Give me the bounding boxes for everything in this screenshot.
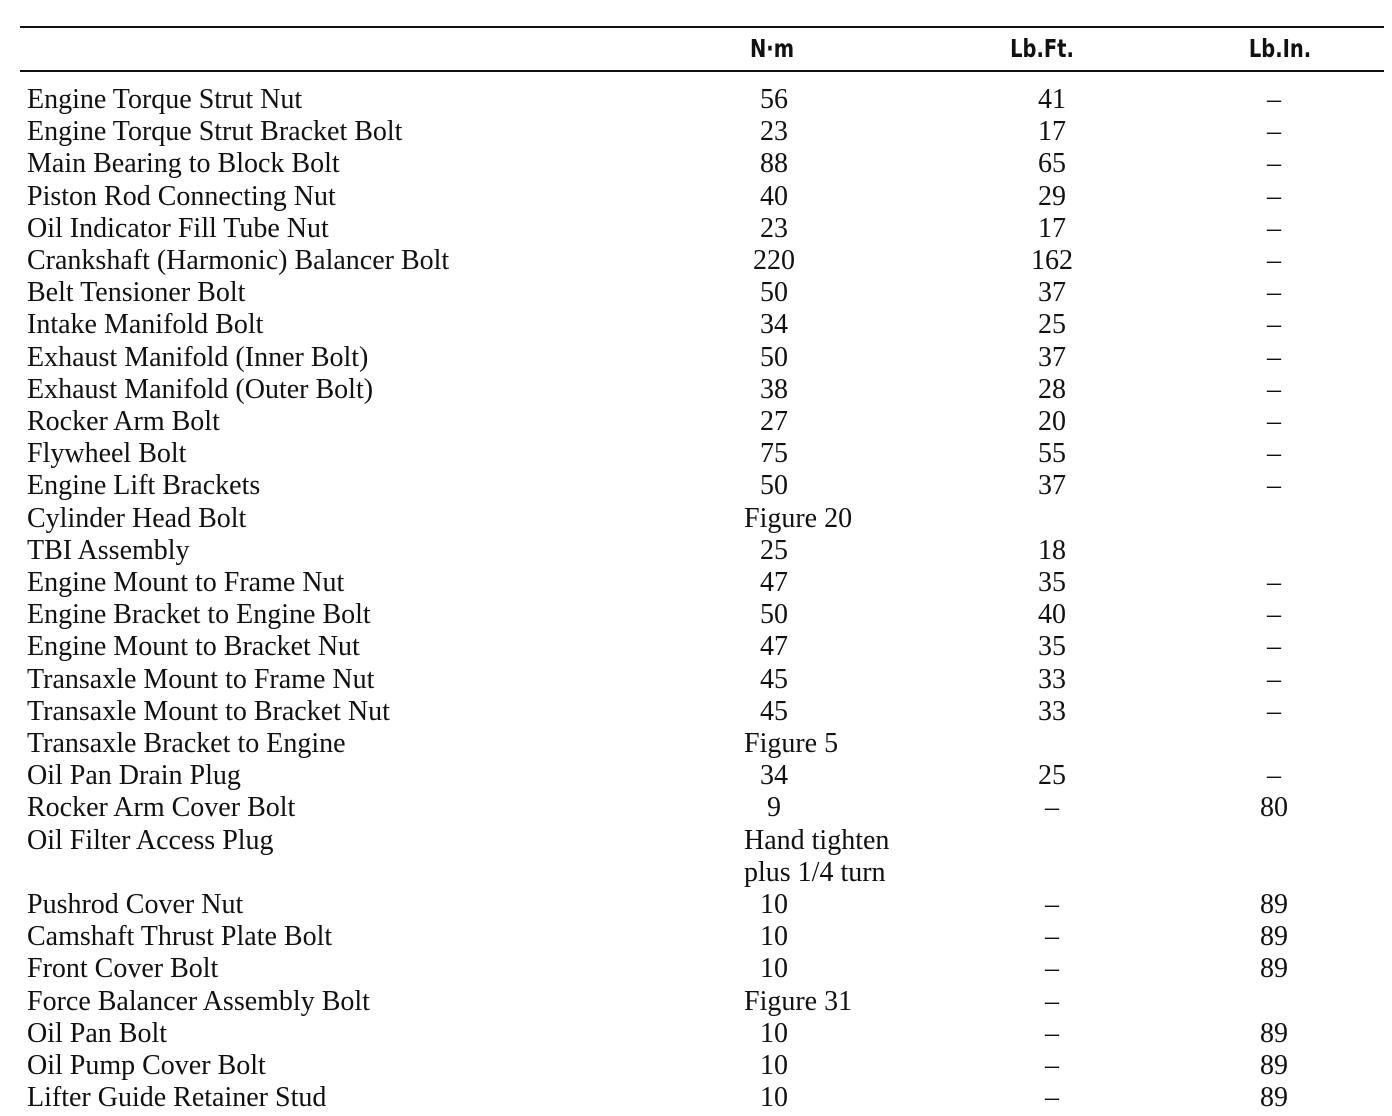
torque-nm-value: Hand tighten	[744, 824, 890, 856]
torque-nm-value: 10	[760, 1017, 788, 1049]
torque-lbft-value: 35	[1038, 631, 1066, 663]
torque-lbin-value: –	[1267, 245, 1281, 276]
fastener-name: Cylinder Head Bolt	[27, 502, 247, 534]
table-row	[0, 438, 1392, 470]
fastener-name: Exhaust Manifold (Inner Bolt)	[27, 341, 369, 373]
torque-lbin-value: 89	[1260, 1017, 1288, 1049]
torque-nm-value: 50	[760, 470, 788, 502]
table-row-continuation	[0, 857, 1392, 889]
table-row	[0, 696, 1392, 728]
torque-nm-value: 88	[760, 148, 788, 180]
torque-nm-value: 220	[753, 245, 795, 276]
fastener-name: Engine Bracket to Engine Bolt	[27, 599, 371, 631]
torque-nm-value: 10	[760, 1050, 788, 1081]
column-header-lbft: Lb.Ft.	[1010, 34, 1074, 63]
torque-lbft-value: –	[1045, 1050, 1059, 1081]
torque-lbin-value: 89	[1260, 1082, 1288, 1114]
table-row	[0, 664, 1392, 696]
fastener-name: Engine Mount to Bracket Nut	[27, 631, 360, 663]
table-row	[0, 825, 1392, 857]
torque-nm-note-continued: plus 1/4 turn	[744, 856, 886, 888]
torque-lbin-value: –	[1267, 373, 1281, 405]
table-row	[0, 1050, 1392, 1082]
fastener-name: Transaxle Mount to Bracket Nut	[27, 695, 390, 727]
fastener-name: Engine Torque Strut Bracket Bolt	[27, 116, 403, 148]
torque-nm-value: 27	[760, 406, 788, 437]
table-row	[0, 889, 1392, 921]
torque-nm-value: Figure 31	[744, 985, 853, 1017]
torque-lbin-value: –	[1267, 695, 1281, 727]
fastener-name: Oil Pan Bolt	[27, 1017, 168, 1049]
table-row	[0, 728, 1392, 760]
fastener-name: Force Balancer Assembly Bolt	[27, 985, 370, 1017]
torque-nm-value: 10	[760, 889, 788, 920]
fastener-name: Oil Filter Access Plug	[27, 824, 274, 856]
fastener-name: Front Cover Bolt	[27, 953, 219, 985]
table-row	[0, 309, 1392, 341]
torque-nm-value: 45	[760, 663, 788, 695]
torque-nm-value: 10	[760, 953, 788, 985]
torque-nm-value: Figure 20	[744, 502, 853, 534]
torque-lbin-value: 89	[1260, 953, 1288, 985]
fastener-name: Piston Rod Connecting Nut	[27, 180, 336, 212]
torque-lbft-value: –	[1045, 792, 1059, 824]
table-top-rule	[20, 26, 1384, 28]
torque-nm-value: 40	[760, 180, 788, 212]
torque-nm-value: 56	[760, 84, 788, 115]
torque-nm-value: 50	[760, 277, 788, 309]
torque-nm-value: 50	[760, 341, 788, 373]
torque-lbin-value: –	[1267, 84, 1281, 115]
torque-nm-value: 45	[760, 695, 788, 727]
torque-lbin-value: 80	[1260, 792, 1288, 824]
table-row	[0, 181, 1392, 213]
torque-lbft-value: 33	[1038, 663, 1066, 695]
table-row	[0, 148, 1392, 180]
torque-nm-value: 23	[760, 116, 788, 148]
fastener-name: TBI Assembly	[27, 534, 190, 566]
torque-lbin-value: 89	[1260, 889, 1288, 920]
table-row	[0, 792, 1392, 824]
table-row	[0, 84, 1392, 116]
table-row	[0, 953, 1392, 985]
table-row	[0, 1018, 1392, 1050]
fastener-name: Engine Lift Brackets	[27, 470, 261, 502]
torque-nm-value: 10	[760, 921, 788, 953]
torque-lbin-value: –	[1267, 631, 1281, 663]
torque-nm-value: 23	[760, 212, 788, 244]
torque-lbft-value: 33	[1038, 695, 1066, 727]
torque-lbft-value: 18	[1038, 534, 1066, 566]
torque-nm-value: 38	[760, 373, 788, 405]
table-row	[0, 567, 1392, 599]
fastener-name: Flywheel Bolt	[27, 438, 187, 470]
header-bottom-rule	[20, 70, 1384, 72]
fastener-name: Exhaust Manifold (Outer Bolt)	[27, 373, 374, 405]
fastener-name: Transaxle Bracket to Engine	[27, 728, 346, 759]
fastener-name: Oil Pan Drain Plug	[27, 760, 241, 792]
table-row	[0, 599, 1392, 631]
torque-nm-value: 50	[760, 599, 788, 631]
torque-lbin-value: –	[1267, 599, 1281, 631]
torque-lbin-value: –	[1267, 116, 1281, 148]
torque-nm-value: 9	[767, 792, 781, 824]
torque-nm-value: 34	[760, 760, 788, 792]
torque-lbin-value: –	[1267, 406, 1281, 437]
torque-lbin-value: –	[1267, 277, 1281, 309]
torque-nm-value: 25	[760, 534, 788, 566]
torque-lbft-value: 25	[1038, 309, 1066, 341]
torque-lbft-value: 29	[1038, 180, 1066, 212]
torque-lbft-value: 37	[1038, 341, 1066, 373]
fastener-name: Pushrod Cover Nut	[27, 889, 244, 920]
table-row	[0, 503, 1392, 535]
torque-lbin-value: 89	[1260, 921, 1288, 953]
table-row	[0, 245, 1392, 277]
fastener-name: Belt Tensioner Bolt	[27, 277, 246, 309]
torque-lbft-value: –	[1045, 1017, 1059, 1049]
fastener-name: Oil Indicator Fill Tube Nut	[27, 212, 329, 244]
fastener-name: Crankshaft (Harmonic) Balancer Bolt	[27, 245, 450, 276]
torque-nm-value: 75	[760, 438, 788, 470]
torque-nm-value: 34	[760, 309, 788, 341]
fastener-name: Oil Pump Cover Bolt	[27, 1050, 266, 1081]
fastener-name: Engine Torque Strut Nut	[27, 84, 303, 115]
torque-lbft-value: 162	[1031, 245, 1073, 276]
torque-lbft-value: 28	[1038, 373, 1066, 405]
torque-lbft-value: 37	[1038, 277, 1066, 309]
torque-lbin-value: –	[1267, 760, 1281, 792]
fastener-name: Intake Manifold Bolt	[27, 309, 264, 341]
table-row	[0, 760, 1392, 792]
fastener-name: Rocker Arm Bolt	[27, 406, 220, 437]
torque-lbft-value: 37	[1038, 470, 1066, 502]
torque-lbft-value: 65	[1038, 148, 1066, 180]
torque-lbft-value: –	[1045, 1082, 1059, 1114]
torque-lbin-value: –	[1267, 309, 1281, 341]
fastener-name: Main Bearing to Block Bolt	[27, 148, 340, 180]
torque-lbft-value: 17	[1038, 116, 1066, 148]
torque-lbin-value: –	[1267, 438, 1281, 470]
table-row	[0, 921, 1392, 953]
torque-nm-value: 10	[760, 1082, 788, 1114]
torque-lbft-value: 40	[1038, 599, 1066, 631]
torque-nm-value: 47	[760, 567, 788, 598]
torque-lbft-value: 41	[1038, 84, 1066, 115]
torque-lbin-value: –	[1267, 470, 1281, 502]
table-row	[0, 470, 1392, 502]
torque-lbin-value: –	[1267, 148, 1281, 180]
fastener-name: Rocker Arm Cover Bolt	[27, 792, 296, 824]
column-header-nm: N·m	[749, 34, 795, 63]
torque-lbin-value: –	[1267, 567, 1281, 598]
fastener-name: Transaxle Mount to Frame Nut	[27, 663, 375, 695]
torque-nm-value: 47	[760, 631, 788, 663]
torque-lbft-value: 17	[1038, 212, 1066, 244]
torque-lbin-value: –	[1267, 341, 1281, 373]
table-row	[0, 342, 1392, 374]
fastener-name: Lifter Guide Retainer Stud	[27, 1082, 327, 1114]
table-row	[0, 631, 1392, 663]
table-row	[0, 213, 1392, 245]
torque-lbft-value: –	[1045, 889, 1059, 920]
torque-lbin-value: –	[1267, 180, 1281, 212]
torque-lbin-value: 89	[1260, 1050, 1288, 1081]
fastener-name: Camshaft Thrust Plate Bolt	[27, 921, 333, 953]
table-row	[0, 116, 1392, 148]
torque-lbft-value: –	[1045, 921, 1059, 953]
torque-lbft-value: 25	[1038, 760, 1066, 792]
table-row	[0, 406, 1392, 438]
table-row	[0, 277, 1392, 309]
torque-lbft-value: 55	[1038, 438, 1066, 470]
table-row	[0, 374, 1392, 406]
torque-lbft-value: 20	[1038, 406, 1066, 437]
table-row	[0, 535, 1392, 567]
table-row	[0, 1082, 1392, 1114]
table-row	[0, 986, 1392, 1018]
torque-lbft-value: –	[1045, 953, 1059, 985]
torque-nm-value: Figure 5	[744, 728, 839, 759]
torque-lbin-value: –	[1267, 663, 1281, 695]
fastener-name: Engine Mount to Frame Nut	[27, 567, 345, 598]
torque-lbft-value: –	[1045, 985, 1059, 1017]
column-header-lbin: Lb.In.	[1248, 34, 1312, 63]
torque-lbft-value: 35	[1038, 567, 1066, 598]
torque-lbin-value: –	[1267, 212, 1281, 244]
